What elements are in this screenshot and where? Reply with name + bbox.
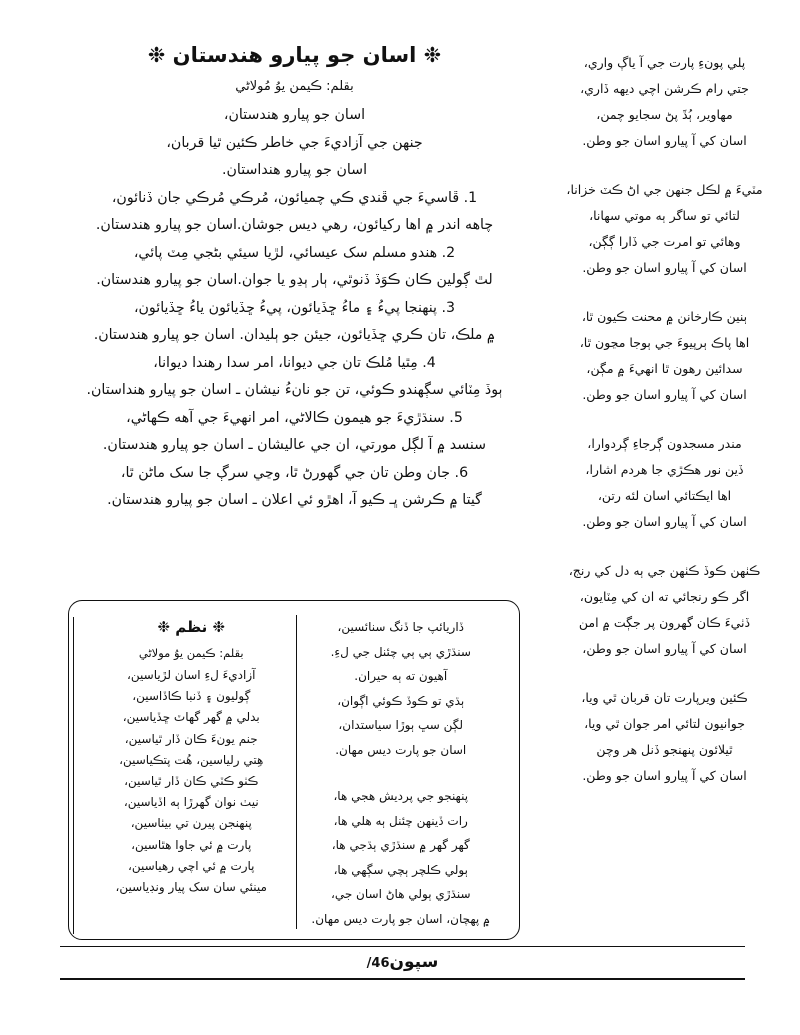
verse-line: سنڌڙي ٻولي هاڻ اسان جي، bbox=[330, 887, 471, 901]
verse-line: پارت ۾ ئي جاوا هٿاسين، bbox=[131, 837, 252, 852]
footer-content bbox=[60, 947, 745, 978]
verse-line: پنهنجو جي پرديش هجي ها، bbox=[333, 789, 469, 803]
side-stanza bbox=[547, 304, 782, 408]
verse-line: اها پاڪ ٻرپيوءَ جي ٻوجا مڃون ٿا، bbox=[579, 335, 750, 350]
side-stanza bbox=[547, 558, 782, 662]
verse-line: پلي پونءِ پارت جي آ ياڳ واري، bbox=[583, 55, 746, 70]
refrain-line: اسان جو پيارو هندستان، bbox=[223, 107, 366, 123]
verse-line: پنهنجن پيرن تي بيٺاسين، bbox=[130, 816, 252, 831]
verse-line: اسان کي آ پيارو اسان جو وطن، bbox=[582, 641, 747, 656]
verse-line: ٻنين ڪارخانن ۾ محنت ڪيون ٿا، bbox=[581, 309, 748, 324]
verse-line: مينئي سان سک پيار ونڊياسين، bbox=[115, 880, 267, 895]
inset-inner bbox=[69, 601, 519, 939]
refrain-line: جنهن جي آزاديءَ جي خاطر ڪئين ٿيا قربان، bbox=[166, 134, 423, 151]
verse-line: اسان کي آ پيارو اسان جو وطن. bbox=[582, 768, 747, 783]
verse-line: لٿ ڳولين ڪان ڪوَڏ ڏنوٿي، ٻار ٻڍو يا جوان.اسان جو پيارو هندستان. bbox=[96, 272, 493, 288]
verse-line: 5. سنڌڙيءَ جو هيمون ڪالاڻي، امر انهيءَ جي آهه ڪهاڻي، bbox=[126, 409, 463, 426]
verse-line: ٻڌي تو ڪوڏ ڪوئي اڳوان، bbox=[337, 693, 465, 708]
inset-right-column bbox=[296, 615, 506, 929]
verse-line: رات ڏينهن چئنل ٻه هلي ها، bbox=[333, 813, 468, 828]
verse-line: ڳوليون ۽ ڏنبا ڪاڏاسين، bbox=[132, 689, 251, 704]
verse-line: اگر ڪو رنجائي ته ان کي مِٽايون، bbox=[579, 589, 750, 604]
verse-line: 3. پنهنجا پيءُ ۽ ماءُ ڇڏيائون، پيءُ ڇڏيائون ياءُ ڇڏيائون، bbox=[133, 299, 456, 316]
verse-line: اسان کي آ پيارو اسان جو وطن. bbox=[582, 387, 747, 402]
verse-line: گهر گهر ۾ سنڌڙي ٻڌجي ها، bbox=[331, 838, 470, 852]
verse-line: پارت ۾ ئي اچي رهياسين، bbox=[127, 858, 255, 873]
verse-line: ٻوڏ مِٽائي سڳهندو ڪوئي، تن جو نانءُ نيشان ـ اسان جو پيارو هنداستان. bbox=[86, 382, 503, 398]
verse-line: نيٺ نوان گهرڙا ٻه اڏياسين، bbox=[123, 795, 259, 810]
verse-line: بدلي ۾ گهر گهاٽ ڇڏياسين، bbox=[122, 710, 260, 725]
inset-poem-title: ❉ نظم ❉ bbox=[157, 618, 226, 636]
main-column bbox=[55, 40, 534, 515]
verse-line: وهائي تو امرت جي ڏارا ڳڳن، bbox=[588, 234, 741, 249]
verse-line: ڏين نور هڪڙي جا هردم اشارا، bbox=[585, 462, 744, 477]
stanza-gap bbox=[297, 762, 506, 784]
verse-line: ٿيلائون پنهنجو ڏنل هر وچن bbox=[596, 742, 733, 757]
verse-line: آزاديءَ لءِ اسان لڙياسين، bbox=[127, 668, 256, 682]
verse-line: اسان کي آ پيارو اسان جو وطن. bbox=[582, 260, 747, 275]
verse-line: جنم يونءَ ڪان ڏار ٿياسين، bbox=[124, 731, 258, 746]
verse-line: مهاوير، ٻُڌَ پڻ سجايو چمن، bbox=[596, 107, 733, 122]
verse-line: چاهه اندر ۾ اها رکيائون، رهي ديس جوشان.اسان جو پيارو هندستان. bbox=[95, 217, 494, 233]
verse-line: جوانيون لتائي امر جوان ٿي ويا، bbox=[584, 716, 745, 731]
verse-line: 6. جان وطن تان جي گهورڻ ٿا، وڃي سرڳ جا سک ماڻن ٿا، bbox=[120, 464, 469, 481]
verse-line: اسان کي آ پيارو اسان جو وطن. bbox=[582, 514, 747, 529]
side-stanza bbox=[547, 685, 782, 789]
verse-line: سنڌڙي ٻي ٻي چئنل جي لءِ. bbox=[330, 644, 471, 659]
verse-line: ۾ ملڪ، تان ڪري ڇڏيائون، جيئن جو ٻليدان. اسان جو پيارو هندستان. bbox=[93, 327, 496, 343]
side-column bbox=[547, 50, 782, 812]
verse-line: 4. مِٿيا مُلڪ تان جي ديوانا، امر سدا رهندا ديوانا، bbox=[153, 354, 436, 371]
verse-line: اسان جو پارت ديس مهان. bbox=[335, 742, 467, 757]
inset-left-column bbox=[87, 615, 296, 929]
verse-line: ڏٺيءَ ڪان گهرون پر جڳت ۾ امن bbox=[578, 615, 751, 630]
verse-line: سدائين رهون ٿا انهيءَ ۾ مڳن، bbox=[586, 361, 743, 376]
inset-poem-byline: بقلم: ڪيمن يوُ مولاڻي bbox=[138, 646, 244, 660]
verse-line: ڏاريائپ جا ڏنگ سنائسين، bbox=[337, 620, 465, 634]
verse-line: ڪئين ويرپارت تان قربان ٿي ويا، bbox=[581, 690, 748, 705]
page-number: 46/ bbox=[366, 956, 390, 971]
side-stanza bbox=[547, 50, 782, 154]
verse-line: اسان کي آ پيارو اسان جو وطن. bbox=[582, 133, 747, 148]
author-byline: بقلم: ڪيمن يوُ مُولاڻي bbox=[235, 79, 354, 94]
side-stanza bbox=[547, 431, 782, 535]
verse-line: آهيون ته ٻه حيران. bbox=[354, 669, 448, 683]
footer-rule-bottom bbox=[60, 978, 745, 980]
inset-poem-box bbox=[68, 600, 520, 940]
verse-line: مٽيءَ ۾ لڪل جنهن جي اڻ ڪٽ خزانا، bbox=[566, 182, 763, 197]
verse-line: جتي رام ڪرشن اچي ديهه ڏاري، bbox=[580, 81, 749, 96]
verse-line: اها ايڪتائي اسان لئه رتن، bbox=[597, 488, 732, 503]
verse-line: لڳن سڀ ٻوڙا سياستدان، bbox=[338, 718, 464, 732]
side-stanza bbox=[547, 177, 782, 281]
verse-line: ڪٺو ڪٽي ڪان ڏار ٿياسين، bbox=[124, 774, 259, 789]
magazine-name: سپون bbox=[389, 952, 439, 972]
page-title: ❉ اسان جو پيارو هندستان ❉ bbox=[147, 43, 442, 67]
verse-line: گيتا ۾ ڪرشن ڀـ ڪيو آ، اهڙو ئي اعلان ـ اسان جو پيارو هندستان. bbox=[107, 492, 482, 508]
verse-line: ڪٺهن ڪوڏ ڪٺهن جي ٻه دل کي رنج، bbox=[568, 563, 761, 578]
refrain-line: اسان جو پيارو هنداستان. bbox=[221, 162, 368, 178]
verse-line: ۾ پهچان، اسان جو پارت ديس مهان. bbox=[311, 911, 491, 926]
verse-line: 2. هندو مسلم سک عيسائي، لڙيا سيئي بڻجي مِٽ پائي، bbox=[133, 244, 456, 261]
verse-line: لتائي تو ساگر ٻه موتي سهانا، bbox=[589, 208, 740, 223]
verse-line: 1. ڦاسيءَ جي ڦندي ڪي چميائون، مُرڪي مُرڪي جان ڏنائون، bbox=[111, 189, 478, 206]
page-footer bbox=[60, 946, 745, 980]
verse-line: سنسد ۾ آ لڳل مورتي، ان جي عاليشان ـ اسان جو پيارو هندستان. bbox=[102, 437, 487, 453]
verse-line: مندر مسجدون ڳرجاءِ ڳردوارا، bbox=[587, 436, 742, 451]
verse-line: هِتي رلياسين، هُت پتڪياسين، bbox=[119, 752, 264, 767]
verse-line: ٻولي ڪلچر ٻچي سڳهي ها، bbox=[333, 862, 468, 877]
